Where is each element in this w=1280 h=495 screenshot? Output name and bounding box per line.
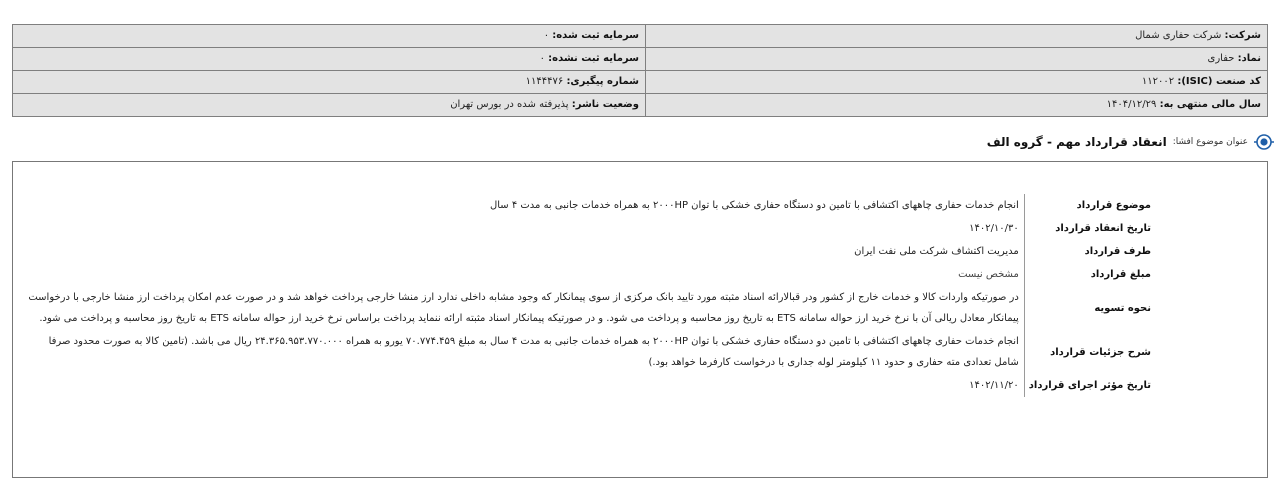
detail-row (28, 263, 1151, 286)
contract-party-value: مدیریت اکتشاف شرکت ملی نفت ایران (28, 240, 1024, 263)
company-info-row (13, 94, 1268, 117)
disclosure-subject: انعقاد قرارداد مهم - گروه الف (986, 135, 1167, 149)
isic-value: ۱۱۲۰۰۲ (1141, 76, 1175, 87)
unregistered-capital-value: ۰ (539, 53, 545, 64)
contract-details-table (28, 194, 1151, 397)
detail-row (28, 194, 1151, 217)
fiscal-year-cell (646, 94, 1268, 117)
contract-date-value: ۱۴۰۲/۱۰/۳۰ (28, 217, 1024, 240)
detail-row (28, 240, 1151, 263)
company-value: شرکت حفاری شمال (1135, 30, 1222, 41)
isic-cell (646, 71, 1268, 94)
fiscal-year-label: سال مالی منتهی به: (1159, 99, 1261, 110)
detail-row (28, 374, 1151, 397)
effective-date-value: ۱۴۰۲/۱۱/۲۰ (28, 374, 1024, 397)
contract-details-panel (12, 161, 1268, 478)
publisher-status-value: پذیرفته شده در بورس تهران (450, 99, 569, 110)
contract-party-label: طرف قرارداد (1084, 246, 1151, 257)
contract-details-value: انجام خدمات حفاری چاههای اکتشافی با تامین دو دستگاه حفاری خشکی با توان ۲۰۰۰HP به همراه خدمات جانبی به مدت ۴ سال به مبلغ ۷۰.۷۷۴.۴۵۹ یورو به همراه ۲۴.۳۶۵.۹۵۳.۷۷۰.۰۰۰ ریال می باشد. (تامین کالا به صورت محدود صرفا شامل تعدادی مته حفاری و حدود ۱۱ کیلومتر لوله جداری با درخواست کارفرما خواهد بود.) (28, 330, 1024, 374)
detail-row (28, 286, 1151, 330)
contract-amount-label: مبلغ قرارداد (1090, 269, 1151, 280)
symbol-cell (646, 48, 1268, 71)
settlement-method-label: نحوه تسویه (1094, 302, 1151, 314)
company-cell (646, 25, 1268, 48)
contract-date-label: تاریخ انعقاد قرارداد (1055, 223, 1151, 234)
contract-amount-value: مشخص نیست (28, 263, 1024, 286)
fiscal-year-value: ۱۴۰۴/۱۲/۲۹ (1106, 99, 1157, 110)
registered-capital-value: ۰ (543, 30, 550, 41)
company-info-table (12, 24, 1268, 117)
contract-subject-value: انجام خدمات حفاری چاههای اکتشافی با تامین دو دستگاه حفاری خشکی با توان ۲۰۰۰HP به همراه خدمات جانبی به مدت ۴ سال (28, 194, 1024, 217)
isic-label: کد صنعت (ISIC): (1177, 76, 1261, 87)
company-info-row (13, 48, 1268, 71)
disclosure-caption: عنوان موضوع افشا: (1172, 137, 1248, 147)
contract-subject-label: موضوع قرارداد (1076, 200, 1151, 211)
registered-capital-label: سرمایه ثبت شده: (552, 30, 639, 41)
tracking-value: ۱۱۴۴۴۷۶ (525, 76, 564, 87)
disclosure-title (987, 129, 1274, 155)
symbol-value: حفاری (1207, 53, 1235, 64)
effective-date-label: تاریخ مؤثر اجرای قرارداد (1028, 380, 1151, 391)
unregistered-capital-cell (13, 48, 646, 71)
publisher-status-cell (13, 94, 646, 117)
bullet-target-icon (1254, 132, 1274, 152)
unregistered-capital-label: سرمایه ثبت نشده: (548, 53, 639, 64)
contract-details-label: شرح جزئیات قرارداد (1050, 346, 1151, 358)
company-info-row (13, 71, 1268, 94)
detail-row (28, 330, 1151, 374)
company-label: شرکت: (1224, 30, 1261, 41)
detail-row (28, 217, 1151, 240)
tracking-label: شماره پیگیری: (566, 76, 639, 87)
company-info-row (13, 25, 1268, 48)
symbol-label: نماد: (1237, 53, 1261, 64)
tracking-cell (13, 71, 646, 94)
registered-capital-cell (13, 25, 646, 48)
settlement-method-value: در صورتیکه واردات کالا و خدمات خارج از کشور ودر قبالارائه اسناد مثبته مورد تایید بانک مرکزی از سوی پیمانکار که وجود مشابه داخلی ندارد ارز منشا خارجی پرداخت خواهد شد و در صورت عدم امکان پرداخت ارز منشا خارجی با درخواست پیمانکار معادل ریالی آن با نرخ خرید ارز حواله سامانه ETS به تاریخ روز محاسبه و پرداخت می شود. و در صورتیکه پیمانکار اسناد مثبته ارائه ننماید پرداخت براساس نرخ خرید ارز حواله سامانه ETS به تاریخ روز محاسبه و پرداخت می شود. (28, 286, 1024, 330)
publisher-status-label: وضعیت ناشر: (571, 99, 639, 110)
